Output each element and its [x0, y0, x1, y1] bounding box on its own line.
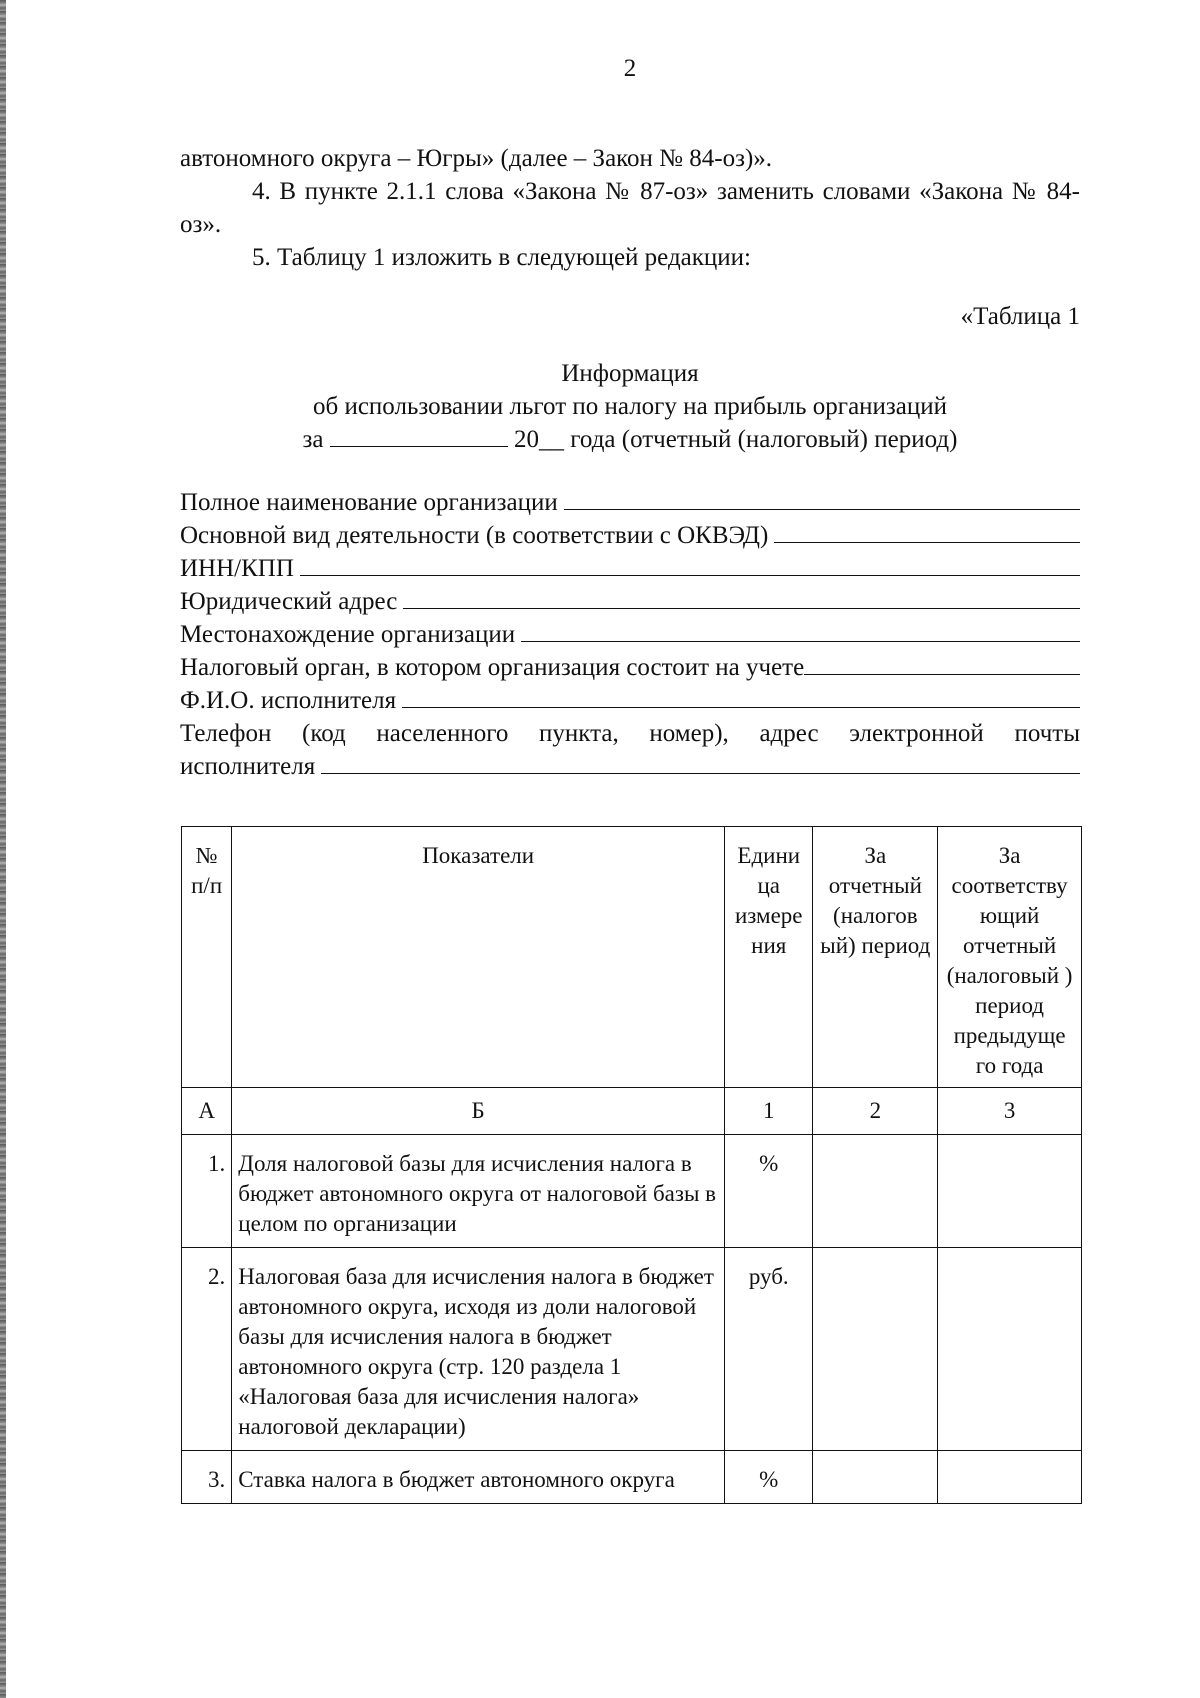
field-label: исполнителя	[180, 753, 316, 780]
intro-item-4: 4. В пункте 2.1.1 слова «Закона № 87-оз» заменить словами «Закона № 84-оз».	[180, 178, 1080, 238]
table-caption: «Таблица 1	[960, 303, 1080, 330]
legal-address-input-line[interactable]	[403, 586, 1080, 609]
activity-input-line[interactable]	[774, 520, 1080, 543]
org-name-input-line[interactable]	[564, 487, 1080, 510]
scan-edge	[0, 0, 6, 1698]
row-unit: руб.	[725, 1248, 813, 1451]
header-prev-period: За соответству ющий отчетный (налоговый ) период предыдуще го года	[938, 827, 1082, 1088]
inn-kpp-input-line[interactable]	[300, 553, 1080, 576]
field-executor-name	[180, 684, 1080, 717]
field-location	[180, 618, 1080, 651]
field-phone-label: Телефон (код населенного пункта, номер), адрес электронной почты	[180, 720, 1080, 747]
column-code: 1	[725, 1088, 813, 1135]
header-current-period: За отчетный (налогов ый) период	[813, 827, 938, 1088]
header-no: № п/п	[182, 827, 232, 1088]
intro-item-5: 5. Таблицу 1 изложить в следующей редакции:	[252, 244, 751, 271]
field-inn-kpp	[180, 552, 1080, 585]
row-number: 2.	[182, 1248, 232, 1451]
tax-authority-input-line[interactable]	[804, 652, 1080, 675]
period-year: 20__	[514, 426, 565, 453]
row-current-value-cell[interactable]	[813, 1248, 938, 1451]
row-indicator: Налоговая база для исчисления налога в бюджет автономного округа, исходя из доли налоговой базы для исчисления налога в бюджет автономного округа (стр. 120 раздела 1 «Налоговая база для исчисления налога» налоговой декларации)	[232, 1248, 725, 1451]
column-code: А	[182, 1088, 232, 1135]
field-label: Ф.И.О. исполнителя	[180, 687, 397, 714]
heading-subtitle: об использовании льгот по налогу на прибыль организаций	[312, 393, 948, 420]
header-unit: Едини ца измере ния	[725, 827, 813, 1088]
field-label: Полное наименование организации	[180, 489, 558, 516]
row-current-value-cell[interactable]	[813, 1135, 938, 1248]
field-activity	[180, 519, 1080, 552]
period-blank[interactable]	[330, 424, 508, 447]
field-label: Местонахождение организации	[180, 621, 516, 648]
period-suffix: года (отчетный (налоговый) период)	[570, 426, 958, 453]
table-header-row	[182, 827, 1082, 1088]
indicators-table	[181, 826, 1082, 1504]
column-code: 2	[813, 1088, 938, 1135]
form-heading	[180, 357, 1080, 456]
field-label: Налоговый орган, в котором организация состоит на учете	[180, 654, 805, 681]
column-code-row	[182, 1088, 1082, 1135]
row-number: 3.	[182, 1451, 232, 1504]
row-indicator: Ставка налога в бюджет автономного округа	[232, 1451, 725, 1504]
field-label: Юридический адрес	[180, 588, 398, 615]
row-previous-value-cell[interactable]	[938, 1135, 1082, 1248]
row-current-value-cell[interactable]	[813, 1451, 938, 1504]
location-input-line[interactable]	[521, 619, 1080, 642]
field-tax-authority	[180, 651, 1080, 684]
period-prefix: за	[302, 426, 324, 453]
column-code: 3	[938, 1088, 1082, 1135]
form-fields	[180, 486, 1080, 783]
field-legal-address	[180, 585, 1080, 618]
row-number: 1.	[182, 1135, 232, 1248]
intro-continuation: автономного округа – Югры» (далее – Закон № 84-оз)».	[180, 145, 773, 172]
table-row	[182, 1248, 1082, 1451]
row-indicator: Доля налоговой базы для исчисления налога в бюджет автономного округа от налоговой базы в целом по организации	[232, 1135, 725, 1248]
header-indicator: Показатели	[232, 827, 725, 1088]
table-row	[182, 1451, 1082, 1504]
executor-name-input-line[interactable]	[402, 685, 1080, 708]
document-body	[180, 142, 1080, 783]
field-label: ИНН/КПП	[180, 555, 294, 582]
row-previous-value-cell[interactable]	[938, 1248, 1082, 1451]
row-previous-value-cell[interactable]	[938, 1451, 1082, 1504]
row-unit: %	[725, 1451, 813, 1504]
field-org-name	[180, 486, 1080, 519]
field-phone-executor	[180, 750, 1080, 783]
table-row	[182, 1135, 1082, 1248]
page-number: 2	[623, 55, 637, 82]
heading-period	[180, 423, 1080, 456]
row-unit: %	[725, 1135, 813, 1248]
column-code: Б	[232, 1088, 725, 1135]
heading-title: Информация	[561, 360, 699, 387]
field-label: Основной вид деятельности (в соответствии с ОКВЭД)	[180, 522, 769, 549]
phone-email-input-line[interactable]	[321, 751, 1080, 774]
